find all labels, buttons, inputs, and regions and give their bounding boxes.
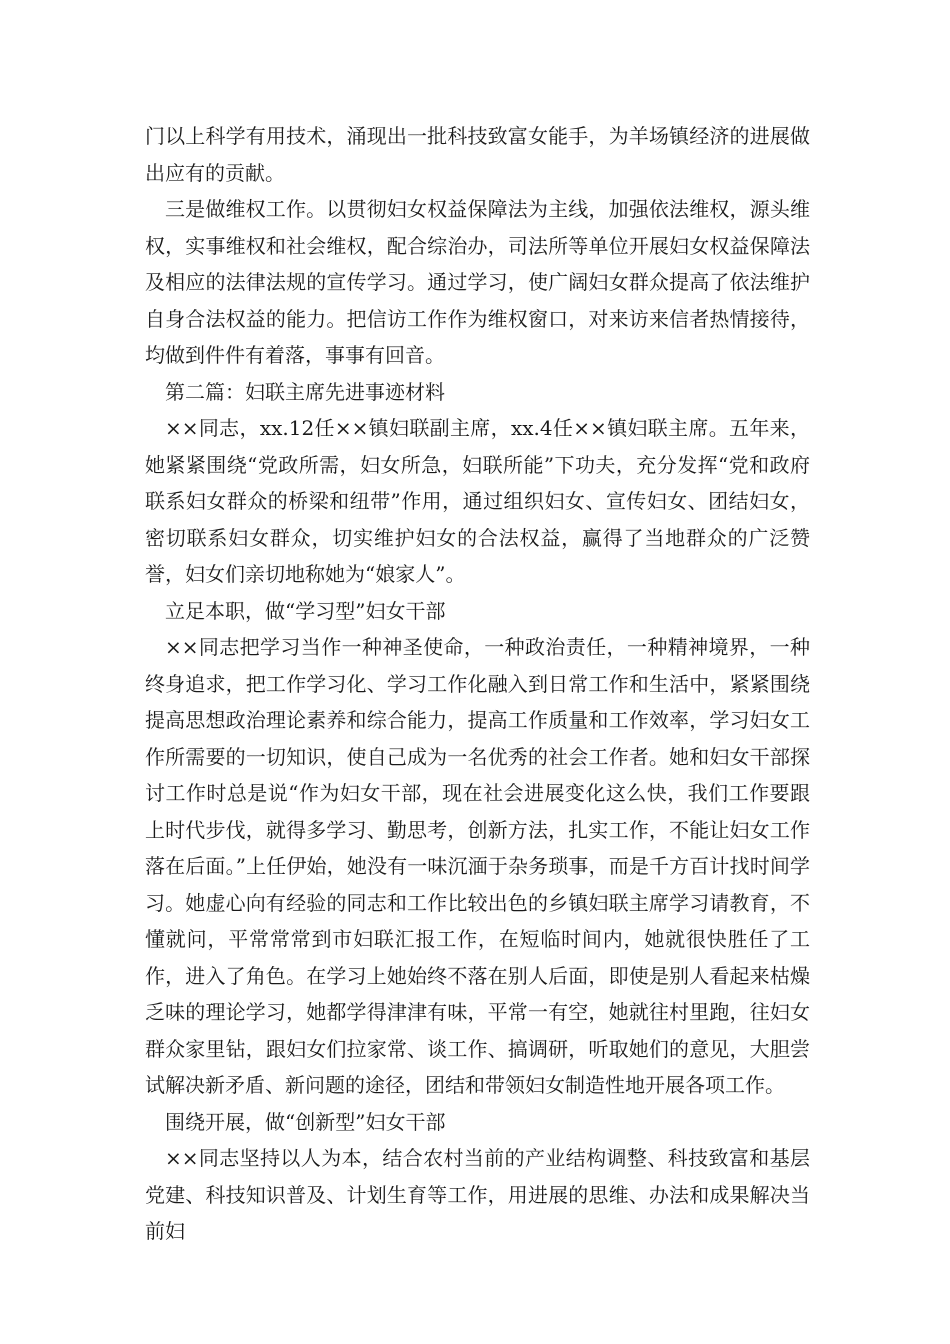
paragraph-innovation: ××同志坚持以人为本，结合农村当前的产业结构调整、科技致富和基层党建、科技知识普及、计划生育等工作，用进展的思维、办法和成果解决当前妇	[145, 1146, 810, 1243]
subheading-innovation: 围绕开展，做“创新型”妇女干部	[165, 1109, 446, 1134]
paragraph-continuation: 门以上科学有用技术，涌现出一批科技致富女能手，为羊场镇经济的进展做出应有的贡献。	[145, 124, 810, 185]
paragraph-rights-work: 三是做维权工作。以贯彻妇女权益保障法为主线，加强依法维权，源头维权，实事维权和社会维权，配合综治办，司法所等单位开展妇女权益保障法及相应的法律法规的宣传学习。通过学习，使广阔妇女群众提高了依法维护自身合法权益的能力。把信访工作作为维权窗口，对来访来信者热情接待，均做到件件有着落，事事有回音。	[145, 197, 810, 367]
subheading-learning: 立足本职，做“学习型”妇女干部	[165, 598, 446, 623]
paragraph-intro: ××同志，xx.12任××镇妇联副主席，xx.4任××镇妇联主席。五年来，她紧紧围绕“党政所需，妇女所急，妇联所能”下功夫，充分发挥“党和政府联系妇女群众的桥梁和纽带”作用，通过组织妇女、宣传妇女、团结妇女，密切联系妇女群众，切实维护妇女的合法权益，赢得了当地群众的广泛赞誉，妇女们亲切地称她为“娘家人”。	[145, 416, 810, 586]
paragraph-learning: ××同志把学习当作一种神圣使命，一种政治责任，一种精神境界，一种终身追求，把工作学习化、学习工作化融入到日常工作和生活中，紧紧围绕提高思想政治理论素养和综合能力，提高工作质量和工作效率，学习妇女工作所需要的一切知识，使自己成为一名优秀的社会工作者。她和妇女干部探讨工作时总是说“作为妇女干部，现在社会进展变化这么快，我们工作要跟上时代步伐，就得多学习、勤思考，创新方法，扎实工作，不能让妇女工作落在后面。”上任伊始，她没有一味沉湎于杂务琐事，而是千方百计找时间学习。她虚心向有经验的同志和工作比较出色的乡镇妇联主席学习请教育，不懂就问，平常常常到市妇联汇报工作，在短临时间内，她就很快胜任了工作，进入了角色。在学习上她始终不落在别人后面，即使是别人看起来枯燥乏味的理论学习，她都学得津津有味，平常一有空，她就往村里跑，往妇女群众家里钻，跟妇女们拉家常、谈工作、搞调研，听取她们的意见，大胆尝试解决新矛盾、新问题的途径，团结和带领妇女制造性地开展各项工作。	[145, 635, 810, 1097]
section-heading-part-two: 第二篇：妇联主席先进事迹材料	[165, 379, 445, 404]
document-page	[145, 118, 810, 1250]
